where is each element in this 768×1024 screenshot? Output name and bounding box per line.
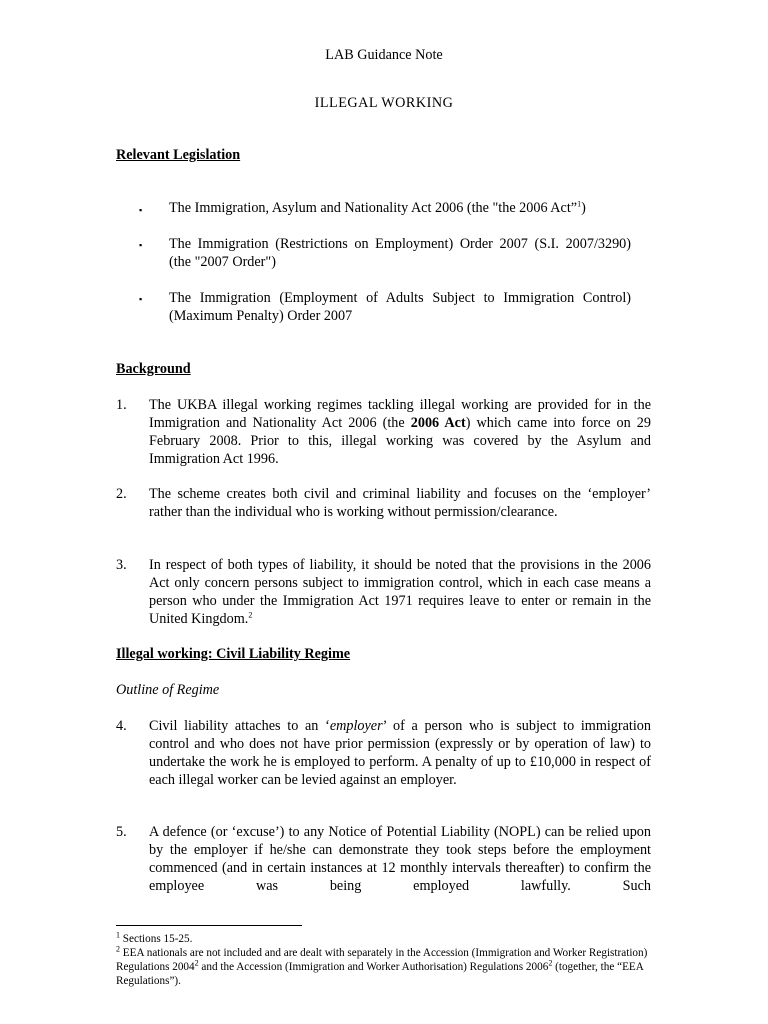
paragraph-number: 4. (116, 718, 127, 734)
footnote-ref: 2 (248, 610, 253, 620)
bullet-icon: ▪ (139, 294, 143, 304)
background-heading: Background (116, 361, 191, 377)
outline-subheading: Outline of Regime (116, 682, 220, 698)
paragraph-number: 3. (116, 557, 127, 573)
bullet-icon: ▪ (139, 205, 143, 215)
legislation-item: The Immigration (Restrictions on Employment) Order 2007 (S.I. 2007/3290) (the "2007 Order") (169, 236, 631, 270)
legislation-item: The Immigration (Employment of Adults Subject to Immigration Control) (Maximum Penalty) Order 2007 (169, 290, 631, 324)
footnote-divider (116, 925, 302, 926)
paragraph-number: 2. (116, 486, 127, 502)
relevant-legislation-heading: Relevant Legislation (116, 147, 241, 163)
civil-liability-heading: Illegal working: Civil Liability Regime (116, 646, 351, 662)
legislation-item: The Immigration, Asylum and Nationality Act 2006 (the "the 2006 Act”$^1$) (169, 199, 586, 216)
note-label: LAB Guidance Note (325, 47, 443, 63)
paragraph-number: 1. (116, 397, 127, 413)
background-paragraph: The UKBA illegal working regimes tackling illegal working are provided for in the Immigration and Nationality Act 2006 (the 2006 Act) which came into force on 29 February 2008. Prior to this, illegal working was covered by the Asylum and Immigration Act 1996. (149, 397, 651, 467)
civil-liability-paragraph: A defence (or ‘excuse’) to any Notice of Potential Liability (NOPL) can be relied upon by the employer if he/she can demonstrate they took steps before the employment commenced (and in certain instances at 12 monthly intervals thereafter) to confirm the employee was being employed lawfully. Such (149, 824, 651, 894)
background-paragraph: In respect of both types of liability, it should be noted that the provisions in the 2006 Act only concern persons subject to immigration control, which in each case means a person who under the Immigration Act 1971 requires leave to enter or remain in the United Kingdom.$^2$ (149, 557, 651, 627)
bullet-icon: ▪ (139, 240, 143, 250)
civil-liability-paragraph: Civil liability attaches to an ‘employer’ of a person who is subject to immigration control and who does not have prior permission (expressly or by operation of law) to undertake the work he is employed to perform. A penalty of up to £10,000 in respect of each illegal worker can be levied against an employer. (149, 718, 651, 788)
footnote-ref: 1 (577, 199, 582, 209)
background-paragraph: The scheme creates both civil and criminal liability and focuses on the ‘employer’ rather than the individual who is working without permission/clearance. (149, 486, 651, 520)
document-title: ILLEGAL WORKING (314, 95, 454, 111)
footnotes (116, 932, 656, 988)
paragraph-number: 5. (116, 824, 127, 840)
footnote-2: $^2$ EEA nationals are not included and are dealt with separately in the Accession (Immigration and Worker Registration) Regulations 2004$^2$ and the Accession (Immigration and Worker Authorisation) Regulations 2006$^2$ (together, the “EEA Regulations”). (116, 944, 648, 987)
footnote-1: $^1$ Sections 15-25. (116, 930, 193, 945)
